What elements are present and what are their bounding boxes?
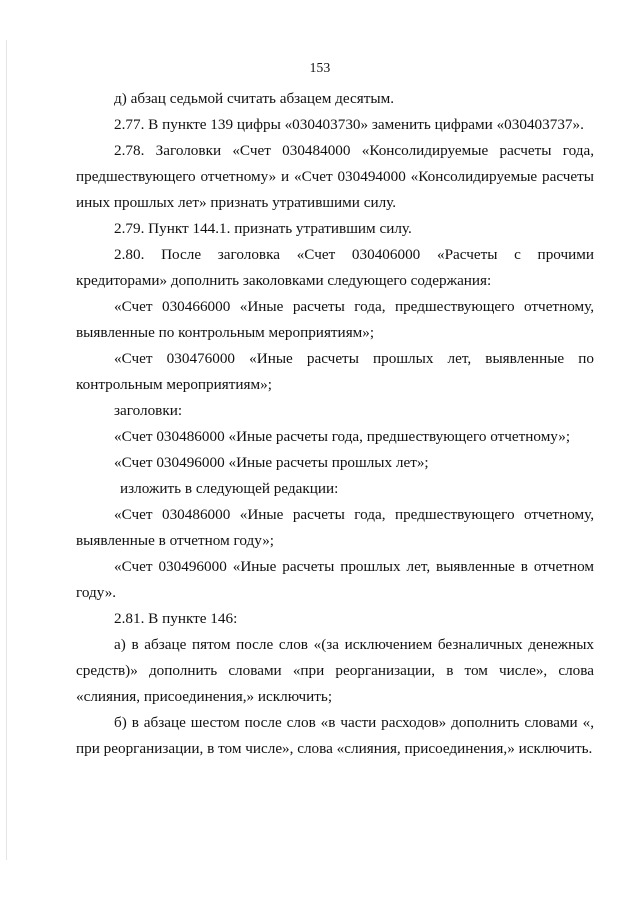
paragraph-new-030486000: «Счет 030486000 «Иные расчеты года, предшествующего отчетному, выявленные в отчетном году»; [76, 506, 594, 549]
paragraph-2-77: 2.77. В пункте 139 цифры «030403730» заменить цифрами «030403737». [114, 116, 584, 133]
paragraph-2-78: 2.78. Заголовки «Счет 030484000 «Консолидируемые расчеты года, предшествующего отчетному» и «Счет 030494000 «Консолидируемые расчеты иных прошлых лет» признать утратившими силу. [76, 142, 594, 211]
document-body [76, 86, 594, 762]
paragraph-account-030496000: «Счет 030496000 «Иные расчеты прошлых лет»; [114, 454, 429, 471]
paragraph-account-030476000: «Счет 030476000 «Иные расчеты прошлых лет, выявленные по контрольным мероприятиям»; [76, 350, 594, 393]
paragraph-new-030496000: «Счет 030496000 «Иные расчеты прошлых лет, выявленные в отчетном году». [76, 558, 594, 601]
paragraph-b: б) в абзаце шестом после слов «в части расходов» дополнить словами «, при реорганизации, в том числе», слова «слияния, присоединения,» исключить. [76, 714, 594, 757]
page-number: 153 [309, 60, 331, 75]
scan-edge-line [6, 40, 7, 860]
paragraph-a: а) в абзаце пятом после слов «(за исключением безналичных денежных средств)» дополнить словами «при реорганизации, в том числе», слова «слияния, присоединения,» исключить; [76, 636, 594, 705]
paragraph-2-79: 2.79. Пункт 144.1. признать утратившим силу. [114, 220, 412, 237]
paragraph-headings-label: заголовки: [114, 402, 183, 419]
paragraph-account-030486000: «Счет 030486000 «Иные расчеты года, предшествующего отчетному»; [114, 428, 571, 445]
paragraph-account-030466000: «Счет 030466000 «Иные расчеты года, предшествующего отчетному, выявленные по контрольным мероприятиям»; [76, 298, 594, 341]
paragraph-2-80: 2.80. После заголовка «Счет 030406000 «Расчеты с прочими кредиторами» дополнить заколовками следующего содержания: [76, 246, 594, 289]
paragraph-new-edition-label: изложить в следующей редакции: [120, 480, 339, 497]
paragraph-d: д) абзац седьмой считать абзацем десятым. [114, 90, 395, 107]
paragraph-2-81: 2.81. В пункте 146: [114, 610, 238, 627]
